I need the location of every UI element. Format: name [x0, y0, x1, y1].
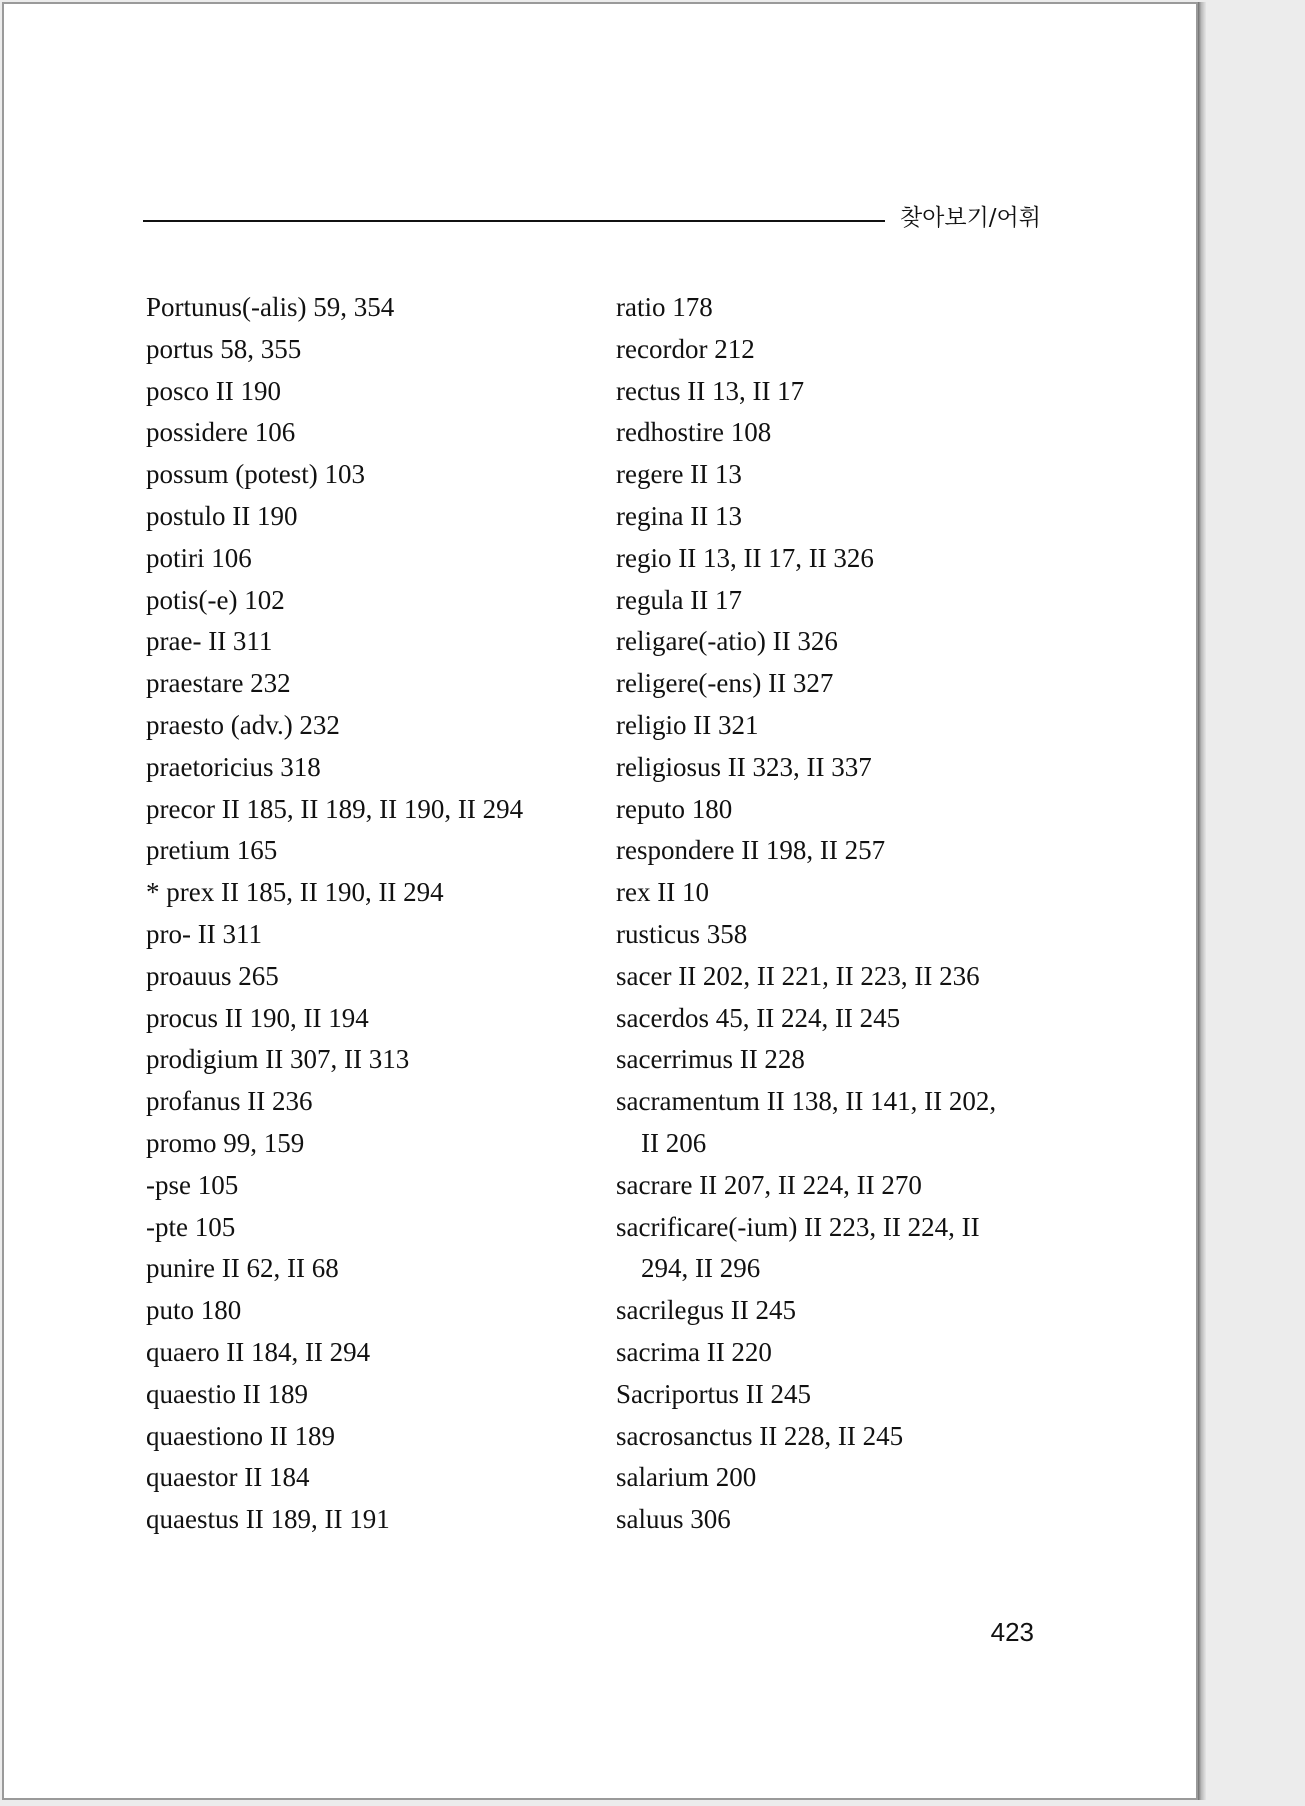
index-entry-continuation: II 206: [641, 1127, 707, 1158]
book-page: [2, 2, 1198, 1800]
index-entry: punire II 62, II 68: [146, 1253, 339, 1284]
index-entry: pretium 165: [146, 835, 278, 866]
index-entry: quaestio II 189: [146, 1378, 308, 1409]
index-entry: prae- II 311: [146, 626, 273, 657]
index-entry: regio II 13, II 17, II 326: [616, 542, 874, 573]
index-entry: postulo II 190: [146, 500, 298, 531]
index-entry: saluus 306: [616, 1504, 731, 1535]
index-entry: quaero II 184, II 294: [146, 1336, 371, 1367]
index-entry: rex II 10: [616, 877, 709, 908]
index-entry: sacramentum II 138, II 141, II 202,: [616, 1086, 997, 1117]
index-entry: potis(-e) 102: [146, 584, 285, 615]
index-entry: rusticus 358: [616, 918, 748, 949]
index-entry: salarium 200: [616, 1462, 757, 1493]
index-entry: prodigium II 307, II 313: [146, 1044, 410, 1075]
index-entry: sacrare II 207, II 224, II 270: [616, 1169, 922, 1200]
index-entry: portus 58, 355: [146, 333, 302, 364]
index-entry: redhostire 108: [616, 417, 772, 448]
index-entry: religere(-ens) II 327: [616, 668, 834, 699]
index-entry: Portunus(-alis) 59, 354: [146, 292, 395, 322]
index-entry: sacrosanctus II 228, II 245: [616, 1420, 904, 1451]
index-entry: quaestor II 184: [146, 1462, 310, 1493]
index-entry: profanus II 236: [146, 1086, 313, 1117]
index-entry: sacrificare(-ium) II 223, II 224, II: [616, 1211, 980, 1242]
index-entry: possum (potest) 103: [146, 459, 365, 490]
index-entry: procus II 190, II 194: [146, 1002, 369, 1033]
index-entry: praestare 232: [146, 668, 291, 699]
index-entry: potiri 106: [146, 542, 252, 573]
index-entry: praetoricius 318: [146, 751, 321, 782]
running-header: [143, 200, 1041, 236]
index-entry: sacrilegus II 245: [616, 1295, 796, 1326]
index-entry: possidere 106: [146, 417, 296, 448]
index-entry: posco II 190: [146, 375, 281, 406]
index-entry: praesto (adv.) 232: [146, 709, 340, 740]
index-entry: proauus 265: [146, 960, 279, 991]
index-entry: regina II 13: [616, 500, 742, 531]
index-entry: * prex II 185, II 190, II 294: [146, 877, 444, 908]
index-entry: Sacriportus II 245: [616, 1378, 811, 1409]
index-entry: puto 180: [146, 1295, 242, 1326]
index-entry: religare(-atio) II 326: [616, 626, 838, 657]
index-entry: sacer II 202, II 221, II 223, II 236: [616, 960, 980, 991]
index-entry: regula II 17: [616, 584, 742, 615]
index-entry: religio II 321: [616, 709, 759, 740]
index-entry: -pte 105: [146, 1211, 236, 1242]
index-entry: rectus II 13, II 17: [616, 375, 805, 406]
index-entry: precor II 185, II 189, II 190, II 294: [146, 793, 524, 824]
index-entry: recordor 212: [616, 333, 755, 364]
index-entry: quaestiono II 189: [146, 1420, 335, 1451]
header-title: 찾아보기/어휘: [899, 205, 1041, 231]
header-rule: [143, 220, 885, 222]
index-column-left: [146, 287, 616, 1541]
index-entry: respondere II 198, II 257: [616, 835, 886, 866]
index-column-right: [616, 287, 1066, 1541]
index-entry-continuation: 294, II 296: [641, 1253, 761, 1284]
index-entry: pro- II 311: [146, 918, 262, 949]
page-edge-shadow: [1198, 2, 1206, 1800]
index-entry: -pse 105: [146, 1169, 239, 1200]
index-entry: sacrima II 220: [616, 1336, 772, 1367]
index-entry: religiosus II 323, II 337: [616, 751, 872, 782]
page-number: 423: [990, 1617, 1034, 1647]
index-entry: regere II 13: [616, 459, 742, 490]
index-entry: sacerdos 45, II 224, II 245: [616, 1002, 901, 1033]
index-entry: reputo 180: [616, 793, 733, 824]
index-entry: quaestus II 189, II 191: [146, 1504, 390, 1535]
index-entry: sacerrimus II 228: [616, 1044, 805, 1075]
index-entry: promo 99, 159: [146, 1127, 305, 1158]
index-entry: ratio 178: [616, 292, 713, 322]
